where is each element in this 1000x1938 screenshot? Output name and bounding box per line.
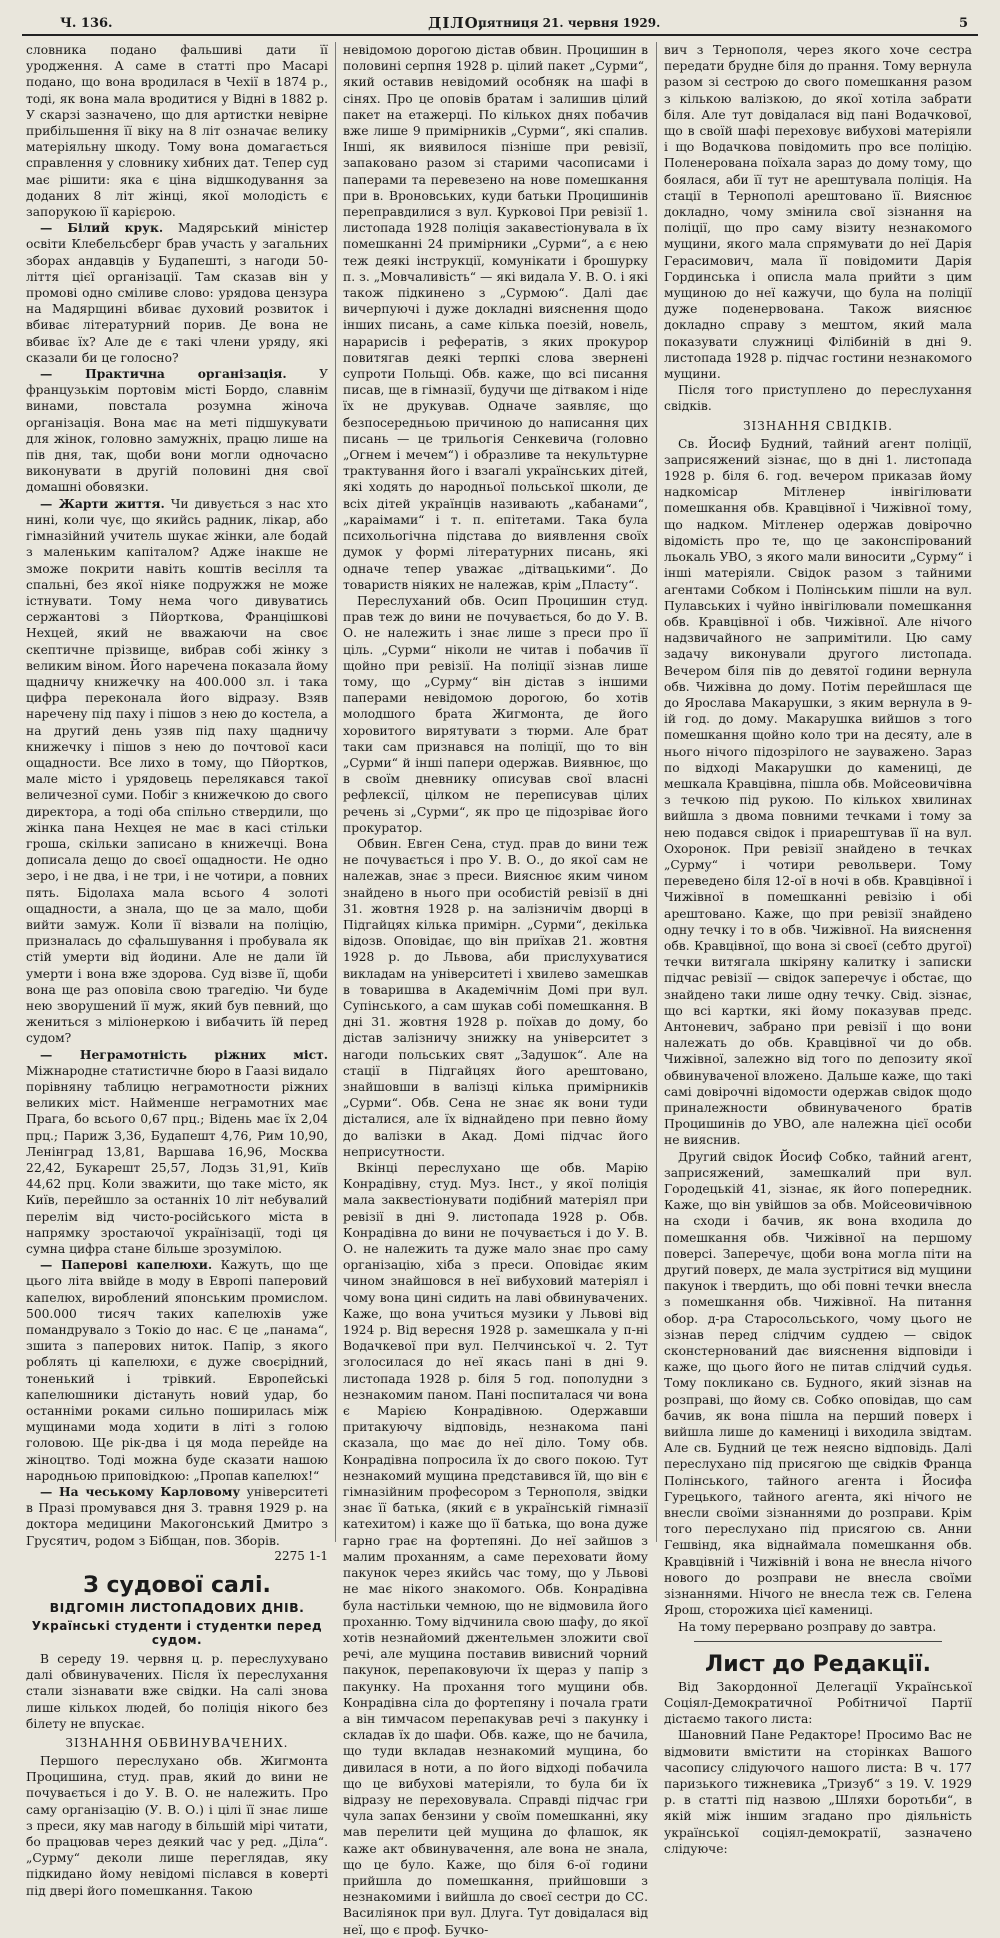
paragraph: вич з Тернополя, через якого хоче сестра передати брудне біля до прання. Тому вернула разом зі сестрою до свого помешкання разом з кількою валізкою, до якої хотіла забрати біля. Але тут довідалася від пані Водачкової, що в своїй шафі переховує вибухові матеріяли і що Водачкова повідомить про все поліцію. Поленерована поїхала зараз до дому тому, що боялася, аби її тут не арештувала поліція. На стації в Тернополі арештовано її. Вияснює докладно, чому змінила свої зізнання на поліції, що про саму візиту незнакомого мущини, якого мала спрямувати до неї Дарія Герасимович, мала її повідомити Дарія Гординська і описла мала прийти з цим мущиною до неї кажучи, що була на поліції дуже поденервована. Також вияснює докладно справу з мештом, який мала показувати служниці Філібиній в дні 9. листопада 1928 р. підчас гостини незнакомого мущини.: [664, 43, 972, 382]
news-item-title: — Білий крук.: [40, 220, 164, 236]
paragraph: Від Закордонної Делегації Української Соціял-Демократичної Робітничої Партії дістаємо такого листа:: [664, 1679, 972, 1727]
paragraph: Вкінці переслухано ще обв. Марію Конрадівну, студ. Муз. Інст., у якої поліція мала заквестіонувати подібний матеріял при ревізії в дні 9. листопада 1928 р. Обв. Конрадівна до вини не почувається і до У. В. О. не належить та дуже мало знає про саму організацію, хіба з преси. Оповідає яким чином знайшовся в неї вибуховий матеріял і чому вона цині сидить на лаві обвинувачених. Каже, що вона учиться музики у Львові від 1924 р. Від вересня 1928 р. замешкала у п-ні Водачкевої при вул. Пелчинської ч. 2. Тут зголосилася до неї якась пані в дні 9. листопада 1928 р. біля 5 год. пополудни з незнакомим паном. Пані поспиталася чи вона є Марією Конрадівною. Одержавши притакуючу відповідь, незнакома пані сказала, що має до неї діло. Тому обв. Конрадівна попросила їх до свого покою. Тут незнакомий мущина представився їй, що він є гімназійним професором з Тернополя, звідки знає її батька, (який є в українській гімназії катехитом) і каже що її батька, що вона дуже гарно грає на фортепяні. До неї зайшов з малим проханням, а саме переховати йому пакунок через якийсь час тому, що у Львові не має нікого знакомого. Обв. Конрадівна була настільки чемною, що не відмовила його проханню. Тому відчинила свою шафу, до якої хотів незнайомий джентельмен зложити свої речі, але мущина поставив вивисний чорний пакунок, перепаковуючи їх щераз у папір з пакунку. На прохання того мущини обв. Конрадівна сіла до фортепяну і почала грати а він тимчасом перепакував речі з пакунку і складав їх до шафи. Обв. каже, що не бачила, що туди вкладав незнакомий мущина, бо дивилася в ноти, а по його відході побачила що це вибухові матеріяли, то була би їх відразу не переховувала. Справді підчас гри чула запах бензини у своїм помешканні, яку мав перелити цей мущина до флашок, як каже акт обвинувачення, але вона не знала, що це було. Каже, що біля 6-ої години прийшла до помешкання, прийшовши з незнакомими і вийшла до своєї сестри до СС. Василіянок при вул. Длуга. Тут довідалася від неї, що є проф. Бучко-: [343, 1161, 648, 1937]
page-number: 5: [958, 16, 968, 31]
paragraph: невідомою дорогою дістав обвин. Процишин в половині серпня 1928 р. цілий пакет „Сурми“, який оставив невідомий особняк на шафі в сінях. Про це оповів братам і залишив цілий пакет на етажерці. По кількох днях побачив вже лише 9 примірників „Сурми“, які спалив. Інші, як виявилося пізніше при ревізії, запаковано разом зі старими часописами і паперами та перевезено на нове помешкання при в. Вроновських, куди батьки Процишинів переправдилися з вул. Курковоі При ревізії 1. листопада 1928 поліція закавестіонувала в їх помешканні 24 примірники „Сурми“, а є нею теж деякі інструкції, комунікати і брошурку п. з. „Мовчаливість“ — які видала У. В. О. і які також підкинено з „Сурмою“. Далі дає вичерпуючі і дуже докладні вияснення щодо інших писань, а саме кілька поезій, новель, нарарисів і рефератів, з яких прокурор повитягав деякі терпкі слова звернені супроти Польщі. Обв. каже, що всі писання писав, ще в гімназії, будучи ще дітваком і ніде їх не друкував. Одначе заявляє, що безпосередньою причиною до написання цих писань — це трильогія Сенкевича (головно „Огнем і мечем“) і образливе та некультурне трактування його і взагалі українських дітей, які ходять до народньої польської школи, де всіх дітей українців називають „кабанами“, „караімами“ і т. п. епітетами. Така була психольогічна підстава до виявлення своїх думок у формі літературних писань, які одначе тепер уважає „дітвацькими“. До товариств ніяких не належав, крім „Пласту“.: [343, 43, 648, 592]
column-1: [26, 42, 328, 1898]
ad-code: 2275 1-1: [274, 1548, 328, 1563]
column-divider: [656, 42, 657, 1542]
issue-date: пятниця 21. червня 1929.: [478, 16, 661, 30]
paragraph: Шановний Пане Редакторе! Просимо Вас не відмовити вмістити на сторінках Вашого часопису слідуючого нашого листа: В ч. 177 паризького тижневика „Тризуб“ з 19. V. 1929 р. в статті під назвою „Шляхи боротьби“, в якій між іншим згадано про діяльність української соціял-демократії, зазначено слідуюче:: [664, 1728, 972, 1856]
paragraph: словника подано фальшиві дати її уродження. А саме в статті про Масарі подано, що вона вродилася в Чехії в 1874 р., тоді, як вона мала вродитися у Відні в 1882 р. У скарзі зазначено, що для артистки невірне прибільшення її віку на 8 літ означає велику матеріяльну шкоду. Тому вона домагається справлення у словнику хибних дат. Тепер суд має рішити: яка є ціна відшкодування за доданих 8 літ жінці, якої молодість є запорукою її карієрою.: [26, 43, 328, 220]
news-item: — Неграмотність ріжних міст. Міжнародне статистичне бюро в Гаазі видало порівняну таблицю неграмотности ріжних великих міст. Найменше неграмотних має Прага, бо всього 0,67 прц.; Відень має їх 2,04 прц.; Париж 3,36, Будапешт 4,76, Рим 10,90, Ленінград 13,81, Варшава 16,96, Москва 22,42, Букарешт 25,57, Лодзь 31,91, Київ 44,62 прц. Коли зважити, що таке місто, як Київ, перейшло за останніх 10 літ небувалий перелім від чисто-російського міста в напрямку зростаючої українізації, тоді ця сумна цифра стане більше зрозумілою.: [26, 1046, 328, 1257]
paragraph: Другий свідок Йосиф Собко, тайний агент, заприсяжений, замешкалий при вул. Городецькій 41, зізнає, як його попередник. Каже, що він увійшов за обв. Мойсеовичівною на сходи і бачив, як вона входила до помешкання обв. Чижівної на першому поверсі. Заперечує, щоби вона могла піти на другий поверх, де мала зустрітися від мущини пакунок і твердить, що обі повні течки внесла з помешкання обв. Чижівної. На питання обор. д-ра Старосольського, чому цього не зізнав перед слідчим суддею — свідок сконстернований дає вияснення відповіди і каже, що цього його не питав слідчий судья. Тому покликано св. Будного, який зізнав на розправі, що йому св. Собко оповідав, що сам бачив, як вона пішла на перший поверх і вийшла лише до камениці і виходила звідтам. Але св. Будний це теж неясно відповідь. Далі переслухано під присягою ще свідків Франца Полінського, тайного агента і Йосифа Гурецького, тайного агента, які нічого не внесли своїми зізнаннями до розправи. Крім того переслухано під присягою св. Анни Гешвінд, яка віднаймала помешкання обв. Кравцівній і Чижівній і вона не внесла нічого нового до розправи не внесла своїми зізнаннями. Нічого не внесла теж св. Гелена Ярош, сторожиха цієї камениці.: [664, 1149, 972, 1618]
news-item-title: — Неграмотність ріжних міст.: [40, 1046, 328, 1062]
news-item-title: — Жарти життя.: [40, 495, 165, 511]
masthead: ДІЛО,: [428, 14, 485, 32]
issue-number: Ч. 136.: [60, 16, 113, 31]
section-lead: Українські студенти і студентки перед судом.: [31, 1618, 323, 1647]
column-3: [664, 42, 972, 1856]
news-item-title: — На чеському Карловому: [40, 1484, 241, 1500]
news-item: — Паперові капелюхи. Кажуть, що ще цього літа ввійде в моду в Европі паперовий капелюх, вироблений японським промислом. 500.000 тисяч таких капелюхів уже помандрувало з Токіо до нас. Є це „панама“, зшита з паперових ниток. Папір, з якого роблять ці капелюхи, є дуже своєрідний, тоненький і трівкий. Европейські капелюшники дістануть новий удар, бо останніми роками сильно поширилась між мущинами мода ходити в літі з голою головою. Ще рік-два і ця мода перейде на жіноцтво. Тоді можна буде сказати нашою народньою приповідкою: „Пропав капелюх!“: [26, 1257, 328, 1483]
paragraph: Переслуханий обв. Осип Процишин студ. прав теж до вини не почувається, бо до У. В. О. не належить і знає лише з преси про її ціль. „Сурми“ ніколи не читав і побачив її щойно при ревізії. На поліції зізнав лише тому, що „Сурму“ він дістав з іншими паперами невідомою дорогою, бо хотів молодшого брата Жигмонта, де його хоровитого вирятувати з тюрми. Але брат таки сам признався на поліції, що то він „Сурми“ й інші папери одержав. Виявнює, що в своїм дневнику описував свої власні рефлексії, цілком не переписував цілих речень зі „Сурми“, як про це підозріває його прокуратор.: [343, 593, 648, 835]
news-item: — Жарти життя. Чи дивується з нас хто нині, коли чує, що якийсь радник, лікар, або гімназійний учитель шукає жінки, але бодай з маленьким капіталом? Адже інакше не зможе покрити навіть коштів весілля та спальні, без якої ніяке подружжя не може істнувати. Тому нема чого дивуватись сержантові з Пйорткова, Францішкові Нехцей, який не вважаючи на своє скептичне прізвище, вибрав собі жінку з великим віном. Його наречена показала йому щадничу книжечку на 400.000 зл. і така цифра переконала його відразу. Взяв наречену під паху і пішов з нею до костела, а на другий день узяв під паху щадничу книжечку і пішов з нею до почтової каси ощадности. Все лихо в тому, що Пйортков, мале місто і урядовець перелякався такої величезної суми. Побіг з книжечкою до свого директора, а тоді оба спільно ствердили, що жінка пана Нехцея не має в касі стільки гроша, скільки записано в книжечці. Вона дописала дещо до своєї ощадности. Не одно зеро, і не два, і не три, і не чотири, а повних пять. Бідолаха мала всього 4 золоті ощадности, а знала, що це за мало, щоби вийти замуж. Коли її візвали на поліцію, призналась до сфальшування і пробувала як стій умерти від йодини. Але не дали їй умерти і вона вже здорова. Суд візве її, щоби вона ще раз оповіла свою трагедію. Чи буде нею зворушений її муж, який був певний, що жениться з міліонеркою і вибачить їй перед судом?: [26, 495, 328, 1046]
news-item: — Практична організація. У французькім портовім місті Бордо, славнім винами, повстала розумна жіноча організація. Вона має на меті підшукувати для жінок, головно замужніх, працю лише на пів дня, так, щоби вони могли одночасно виконувати в другій половині дня свої домашні обовязки.: [26, 366, 328, 495]
section-subtitle: ВІДГОМІН ЛИСТОПАДОВИХ ДНІВ.: [49, 1599, 305, 1615]
column-divider: [335, 42, 336, 1542]
column-2: [343, 42, 648, 1937]
paragraph: Обвин. Евген Сена, студ. прав до вини теж не почувається і про У. В. О., до якої сам не належав, знає з преси. Вияснює яким чином знайдено в нього при особистій ревізії в дні 31. жовтня 1928 р. на залізничім дворці в Підгайцях кілька примірн. „Сурми“, декілька відозв. Оповідає, що він приїхав 21. жовтня 1928 р. до Львова, аби прислухуватися викладам на університеті і хвилево замешкав в товаришва в Академічнім Домі при вул. Супінського, а сам шукав собі помешкання. В дні 31. жовтня 1928 р. поїхав до дому, бо дістав залізничу знижку на університет з нагоди польських свят „Задушок“. Але на стації в Підгайцях його арештовано, знайшовши в валізці кілька примірників „Сурми“. Обв. Сена не знає як вони туди дісталися, але їх віднайдено при певно йому до валізки в Акад. Домі підчас його неприсутности.: [343, 836, 648, 1159]
news-item: — Білий крук. Мадярський міністер освіти Клебельсберг брав участь у загальних зборах андавців у Будапешті, з нагоди 50-ліття цієї організації. Там сказав він у промові одно сміливе слово: урядова цензура на Мадярщині вбиває духовий розвиток і вбиває літературний порив. Де вона не вбиває їх? Але де є такі члени уряду, які сказали би це голосно?: [26, 220, 328, 365]
page-header: [22, 12, 978, 36]
paragraph: На тому перервано розправу до завтра.: [678, 1619, 937, 1634]
news-item: — На чеському Карловому університеті в Празі промувався дня 3. травня 1929 р. на доктора медицини Макогонський Дмитро з Грусятич, родом з Бібщан, пов. Зборів.: [26, 1484, 328, 1548]
paragraph: Св. Йосиф Будний, тайний агент поліції, заприсяжений зізнає, що в дні 1. листопада 1928 р. біля 6. год. вечером приказав йому надкомісар Мітленер інвігілювати помешкання обв. Кравцівної і Чижівної тому, що надком. Мітленер одержав довірочно відомість про те, що це законспірований льокаль УВО, з якого мали виносити „Сурму“ і інші матеріяли. Свідок разом з тайними агентами Собком і Полінським пішли на вул. Пулавських і чуйно інвігілювали помешкання обв. Кравцівної і обв. Чижівної. Але нічого надзвичайного не запримітили. Цю саму задачу виконували другого листопада. Вечером біля пів до девятої години вернула обв. Чижівна до дому. Потім перейшлася ще до Ярослава Макарушки, з яким вернула в 9-ій год. до дому. Макарушка вийшов з того помешкання щойно коло три на десяту, але в нього нічого підозрілого не зауважено. Зараз по відході Макарушки до камениці, де мешкала Кравцівна, пішла обв. Мойсеовичівна з течкою під рукою. По кількох хвилинах вийшла з двома повними течками і тому за нею подався свідок і приарештував її на вул. Охоронок. При ревізії знайдено в течках „Сурму“ і чотири револьвери. Тому переведено біля 12-ої в ночі в обв. Кравцівної і Чижівної в помешканні ревізію і обі арештовано. Каже, що при ревізії знайдено одну течку і то в обв. Чижівної. На вияснення обв. Кравцівної, що вона зі своєї (себто другої) течки витягала шкіряну калитку і записки підчас ревізії — свідок заперечує і обстає, що знайдено таки лише одну течку. Свід. зізнає, що всі картки, які йому показував предс. Антоневич, забрано при ревізії і що вони належать до обв. Кравцівної чи до обв. Чижівної, залежно від того по депозиту якої обвинуваченої вложено. Дальше каже, що такі самі довірочні відомости одержав свідок щодо приналежности обвинуваченого братів Процишинів до УВО, але належна цієї особи не вияснив.: [664, 436, 972, 1148]
news-item-title: — Паперові капелюхи.: [40, 1257, 213, 1273]
subsection-title: ЗІЗНАННЯ ОБВИНУВАЧЕНИХ.: [65, 1735, 289, 1750]
divider: [694, 1641, 942, 1642]
subsection-title: ЗІЗНАННЯ СВІДКІВ.: [743, 418, 893, 433]
paragraph: Першого переслухано обв. Жигмонта Процишина, студ. прав, який до вини не почувається і до У. В. О. не належить. Про саму організацію (У. В. О.) і цілі її знає лише з преси, яку мав нагоду в більшій мірі читати, бо працював через деякий час у ред. „Діла“. „Сурму“ деколи лише переглядав, яку підкидано йому невідомі післався в коверті під двері його помешкання. Такою: [26, 1753, 328, 1898]
news-item-title: — Практична організація.: [40, 366, 287, 382]
paragraph: В середу 19. червня ц. р. переслухувано далі обвинувачених. Після їх переслухання стали зізнавати вже свідки. На салі знова лише кількох людей, бо поліція нікого без білету не впускає.: [26, 1651, 328, 1731]
section-title: Лист до Редакції.: [704, 1651, 931, 1677]
section-title: З судової салі.: [83, 1572, 271, 1598]
paragraph: Після того приступлено до переслухання свідків.: [664, 383, 972, 414]
